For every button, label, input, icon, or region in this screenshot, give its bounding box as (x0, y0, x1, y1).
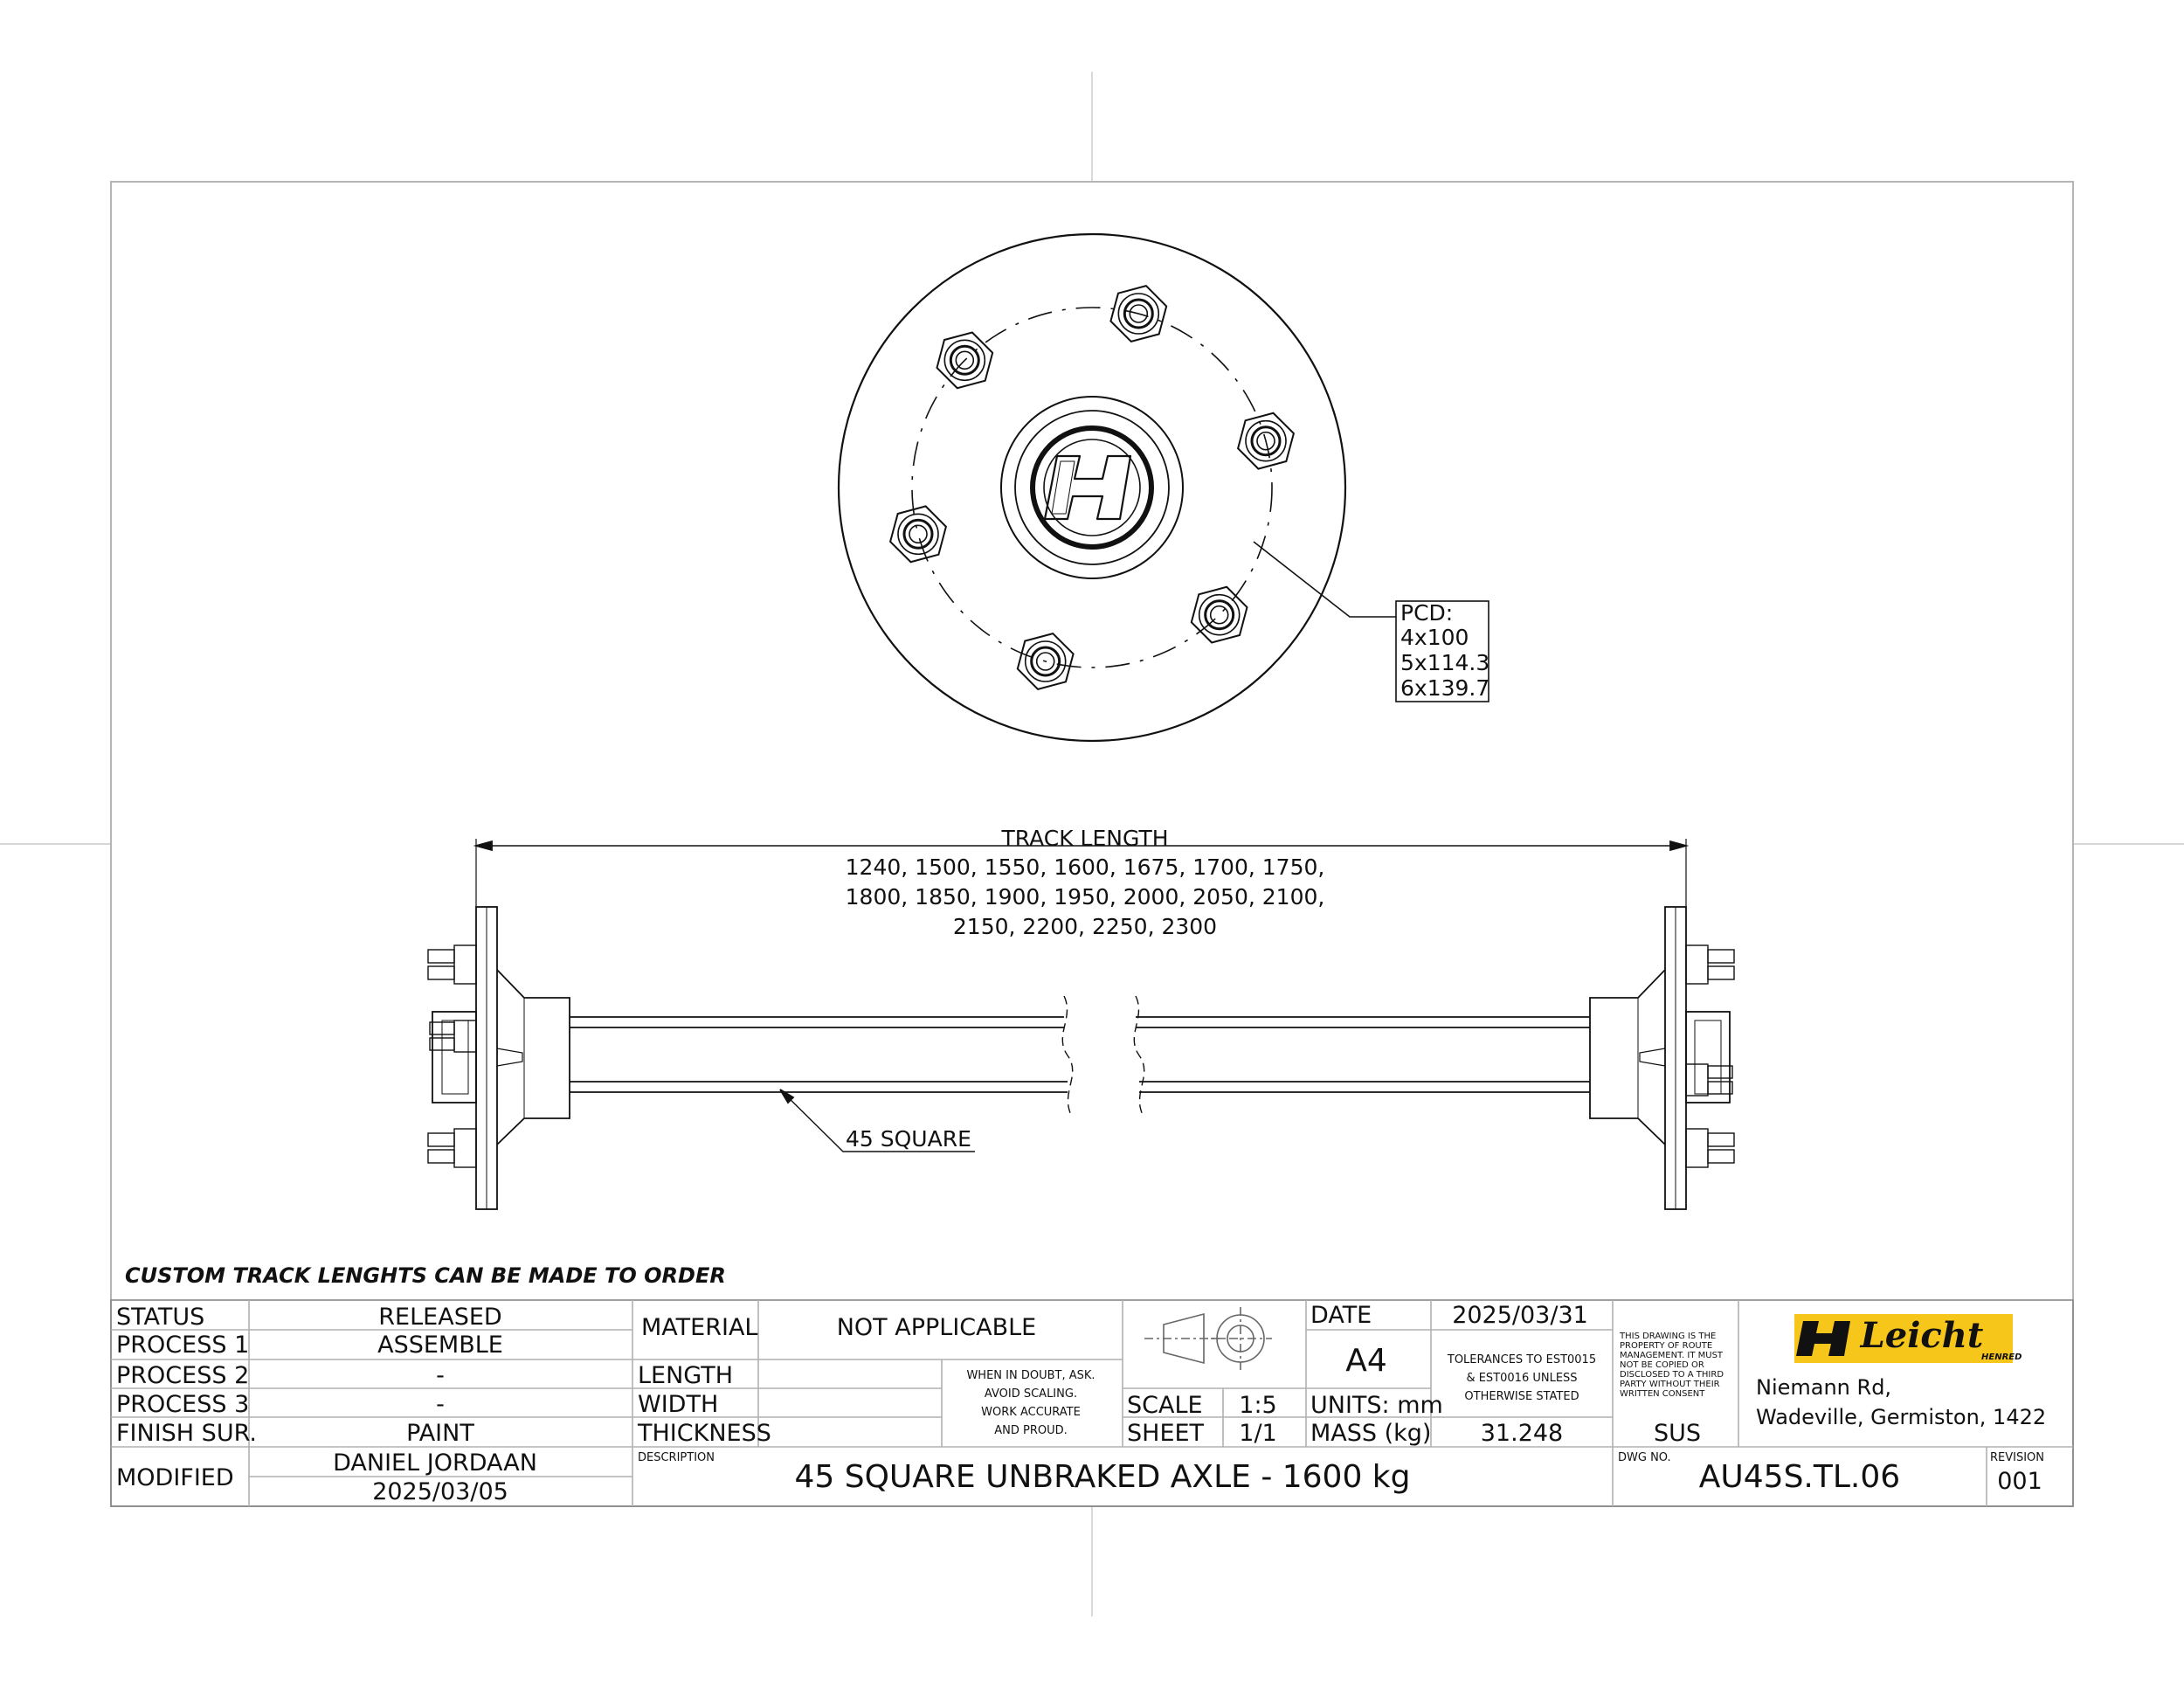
hub-cap-outer (1001, 397, 1183, 578)
track-length-values-3: 2150, 2200, 2250, 2300 (952, 914, 1218, 939)
company-logo (1794, 1314, 2022, 1363)
track-length-values-2: 1800, 1850, 1900, 1950, 2000, 2050, 2100, (845, 884, 1325, 910)
logo-subtext: HENRED (1981, 1352, 2022, 1362)
pcd-label: PCD: (1400, 600, 1454, 626)
date-value: 2025/03/31 (1452, 1302, 1588, 1329)
advice-2: AVOID SCALING. (984, 1387, 1078, 1401)
axle-callout: 45 SQUARE (846, 1126, 971, 1152)
pcd-value-3: 6x139.7 (1400, 675, 1490, 701)
property-3: MANAGEMENT. IT MUST (1620, 1351, 1724, 1360)
wheel-nut-3-ring-2 (1206, 601, 1234, 629)
width-label: WIDTH (638, 1391, 719, 1418)
status-label: STATUS (116, 1304, 205, 1331)
size-value: A4 (1345, 1343, 1387, 1379)
projection-symbol-icon (1144, 1307, 1272, 1370)
property-5: DISCLOSED TO A THIRD (1620, 1370, 1724, 1380)
tolerances-1: TOLERANCES TO EST0015 (1447, 1353, 1597, 1366)
process1-value: ASSEMBLE (377, 1332, 503, 1359)
sheet-label: SHEET (1127, 1420, 1205, 1447)
units-value: UNITS: mm (1310, 1392, 1443, 1419)
property-7: WRITTEN CONSENT (1620, 1389, 1705, 1399)
mass-value: 31.248 (1480, 1420, 1564, 1447)
pcd-value-2: 5x114.3 (1400, 650, 1490, 675)
sheet-value: 1/1 (1239, 1420, 1277, 1447)
modified-label: MODIFIED (116, 1464, 234, 1491)
address-line-1: Niemann Rd, (1756, 1375, 1892, 1400)
address-line-2: Wadeville, Germiston, 1422 (1756, 1405, 2047, 1429)
track-length-label: TRACK LENGTH (1001, 826, 1169, 851)
revision-label: REVISION (1990, 1451, 2045, 1464)
mass-label: MASS (kg) (1310, 1420, 1432, 1447)
scale-label: SCALE (1127, 1392, 1203, 1419)
track-length-values-1: 1240, 1500, 1550, 1600, 1675, 1700, 1750, (845, 854, 1325, 880)
approver-value: SUS (1653, 1420, 1702, 1447)
advice-1: WHEN IN DOUBT, ASK. (966, 1369, 1095, 1382)
custom-length-note: CUSTOM TRACK LENGHTS CAN BE MADE TO ORDER (125, 1263, 726, 1288)
thickness-label: THICKNESS (638, 1420, 771, 1447)
hub-cap-inner (1015, 411, 1169, 564)
description-value: 45 SQUARE UNBRAKED AXLE - 1600 kg (794, 1459, 1411, 1495)
tolerances-3: OTHERWISE STATED (1464, 1390, 1579, 1403)
advice-3: WORK ACCURATE (981, 1406, 1081, 1419)
process1-label: PROCESS 1 (116, 1332, 250, 1359)
pcd-value-1: 4x100 (1400, 625, 1469, 650)
property-2: PROPERTY OF ROUTE (1620, 1341, 1713, 1351)
material-value: NOT APPLICABLE (836, 1314, 1037, 1341)
process2-label: PROCESS 2 (116, 1362, 250, 1389)
property-6: PARTY WITHOUT THEIR (1620, 1380, 1720, 1389)
hub-flange-circle (839, 234, 1345, 741)
dwg-label: DWG NO. (1618, 1451, 1671, 1464)
pcd-leader (1254, 542, 1396, 617)
wheel-nut-5-ring-2 (904, 520, 932, 548)
advice-4: AND PROUD. (994, 1424, 1068, 1437)
material-label: MATERIAL (641, 1314, 758, 1341)
hub-front-view (839, 234, 1489, 741)
property-4: NOT BE COPIED OR (1620, 1360, 1704, 1370)
pcd-circle (912, 308, 1272, 668)
scale-value: 1:5 (1239, 1392, 1277, 1419)
length-label: LENGTH (638, 1362, 734, 1389)
process2-value: - (436, 1362, 445, 1389)
revision-value: 001 (1997, 1468, 2042, 1495)
date-label: DATE (1310, 1302, 1372, 1329)
process3-value: - (436, 1391, 445, 1418)
modified-date: 2025/03/05 (372, 1478, 508, 1505)
finish-value: PAINT (406, 1420, 474, 1447)
wheel-nut-3-ring-3 (1211, 606, 1228, 624)
modified-name: DANIEL JORDAAN (333, 1449, 537, 1477)
wheel-nut-5-ring-3 (909, 525, 927, 543)
dwg-value: AU45S.TL.06 (1698, 1459, 1901, 1495)
process3-label: PROCESS 3 (116, 1391, 250, 1418)
hub-logo-icon (1045, 456, 1130, 519)
finish-label: FINISH SUR. (116, 1420, 257, 1447)
wheel-nuts (890, 286, 1294, 689)
property-1: THIS DRAWING IS THE (1620, 1332, 1717, 1341)
tolerances-2: & EST0016 UNLESS (1466, 1372, 1578, 1385)
status-value: RELEASED (378, 1304, 502, 1331)
logo-text: Leicht (1860, 1315, 1984, 1356)
description-label: DESCRIPTION (638, 1451, 715, 1464)
